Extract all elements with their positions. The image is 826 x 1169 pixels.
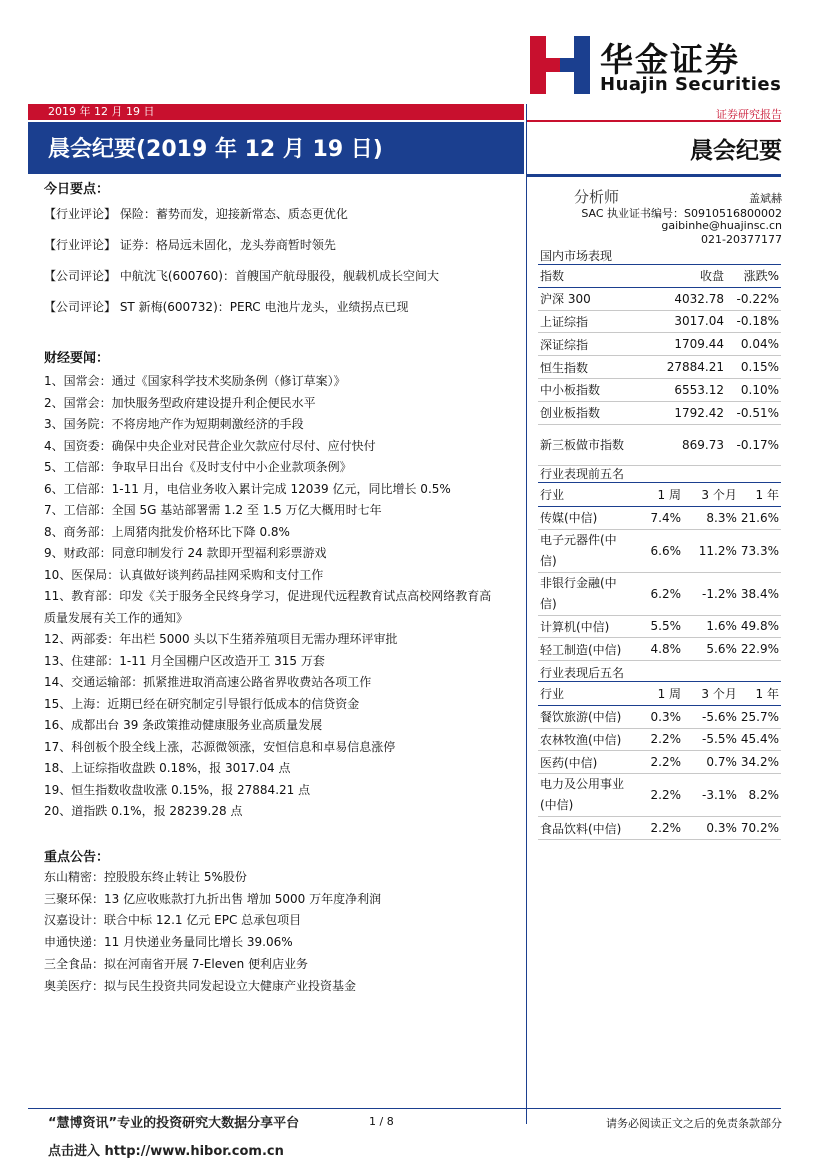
- table-row: [538, 310, 781, 333]
- footer-platform-text: “慧博资讯”专业的投资研究大数据分享平台: [48, 1116, 300, 1131]
- industry-name: 轻工制造(中信): [538, 638, 629, 661]
- table-row: [538, 774, 781, 817]
- change-1y: 38.4%: [739, 572, 781, 615]
- change-1y: 49.8%: [739, 615, 781, 638]
- table-header-row: [538, 265, 781, 287]
- caption-rule: [538, 482, 781, 483]
- analyst-cert: SAC 执业证书编号：S0910516800002: [581, 207, 782, 220]
- table-row: [538, 817, 781, 840]
- change-1y: 22.9%: [739, 638, 781, 661]
- col-header: 3 个月: [683, 683, 739, 705]
- analyst-email[interactable]: gaibinhe@huajinsc.cn: [661, 219, 782, 232]
- table-row: [538, 287, 781, 310]
- change-1w: 2.2%: [629, 774, 683, 817]
- announcement-item: 三聚环保：13 亿应收账款打九折出售 增加 5000 万年度净利润: [44, 892, 382, 906]
- top5-table: [538, 484, 781, 661]
- page-number: 1 / 8: [369, 1115, 394, 1128]
- change-1w: 2.2%: [629, 817, 683, 840]
- change-1y: 21.6%: [739, 506, 781, 529]
- news-item-continued: 质量发展有关工作的通知》: [44, 611, 189, 625]
- top5-caption: 行业表现前五名: [540, 467, 625, 481]
- index-change: 0.15%: [726, 356, 781, 379]
- page-title: 晨会纪要(2019 年 12 月 19 日): [48, 137, 383, 162]
- industry-name: 餐饮旅游(中信): [538, 705, 629, 728]
- index-change: 0.04%: [726, 333, 781, 356]
- industry-name: 食品饮料(中信): [538, 817, 629, 840]
- highlight-item: 【公司评论】 ST 新梅(600732)：PERC 电池片龙头，业绩拐点已现: [44, 300, 409, 314]
- col-header: 1 年: [739, 484, 781, 506]
- col-header: 收盘: [652, 265, 726, 287]
- change-1y: 45.4%: [739, 728, 781, 751]
- table-row: [538, 751, 781, 774]
- index-change: -0.22%: [726, 287, 781, 310]
- announcement-item: 汉嘉设计：联合中标 12.1 亿元 EPC 总承包项目: [44, 913, 302, 927]
- analyst-name: 盖斌赫: [749, 192, 782, 205]
- table-row: [538, 728, 781, 751]
- bottom5-caption: 行业表现后五名: [540, 666, 625, 680]
- col-header: 涨跌%: [726, 265, 781, 287]
- table-row: [538, 401, 781, 424]
- index-name: 新三板做市指数: [538, 424, 652, 465]
- news-item: 8、商务部：上周猪肉批发价格环比下降 0.8%: [44, 525, 290, 539]
- index-change: -0.51%: [726, 401, 781, 424]
- announcement-item: 奥美医疗：拟与民生投资共同发起设立大健康产业投资基金: [44, 979, 357, 993]
- industry-name: 计算机(中信): [538, 615, 629, 638]
- change-3m: 8.3%: [683, 506, 739, 529]
- table-row: [538, 572, 781, 615]
- news-item: 6、工信部：1-11 月，电信业务收入累计完成 12039 亿元，同比增长 0.5%: [44, 482, 451, 496]
- change-1w: 4.8%: [629, 638, 683, 661]
- change-3m: 0.7%: [683, 751, 739, 774]
- change-1w: 0.3%: [629, 705, 683, 728]
- table-row: [538, 333, 781, 356]
- news-item: 19、恒生指数收盘收涨 0.15%，报 27884.21 点: [44, 783, 311, 797]
- change-1y: 70.2%: [739, 817, 781, 840]
- news-item: 9、财政部：同意印制发行 24 款即开型福利彩票游戏: [44, 546, 327, 560]
- index-name: 创业板指数: [538, 401, 652, 424]
- index-close: 3017.04: [652, 310, 726, 333]
- table-row: [538, 356, 781, 379]
- col-header: 1 周: [629, 484, 683, 506]
- report-date: 2019 年 12 月 19 日: [48, 105, 155, 118]
- table-row: [538, 378, 781, 401]
- table-row: [538, 615, 781, 638]
- highlight-item: 【公司评论】 中航沈飞(600760)：首艘国产航母服役，舰载机成长空间大: [44, 269, 439, 283]
- bottom5-table: [538, 683, 781, 840]
- col-header: 1 年: [739, 683, 781, 705]
- highlight-item: 【行业评论】 保险：蓄势而发，迎接新常态、质态更优化: [44, 207, 348, 221]
- index-close: 4032.78: [652, 287, 726, 310]
- caption-rule: [538, 681, 781, 682]
- news-item: 15、上海：近期已经在研究制定引导银行低成本的信贷资金: [44, 697, 360, 711]
- index-change: -0.18%: [726, 310, 781, 333]
- table-row: [538, 705, 781, 728]
- news-item: 2、国常会：加快服务型政府建设提升利企便民水平: [44, 396, 316, 410]
- industry-name: 电力及公用事业(中信): [538, 774, 629, 817]
- news-item: 17、科创板个股全线上涨，芯源微领涨，安恒信息和卓易信息涨停: [44, 740, 396, 754]
- news-item: 13、住建部：1-11 月全国棚户区改造开工 315 万套: [44, 654, 325, 668]
- index-close: 1709.44: [652, 333, 726, 356]
- announcements-heading: 重点公告：: [44, 850, 110, 865]
- index-name: 中小板指数: [538, 378, 652, 401]
- change-3m: -5.6%: [683, 705, 739, 728]
- col-header: 行业: [538, 484, 629, 506]
- announcement-item: 东山精密：控股股东终止转让 5%股份: [44, 870, 247, 884]
- huajin-logo-icon: [530, 36, 590, 94]
- change-3m: -1.2%: [683, 572, 739, 615]
- news-heading: 财经要闻：: [44, 351, 110, 366]
- index-close: 869.73: [652, 424, 726, 465]
- footer-rule: [28, 1108, 781, 1109]
- change-1w: 5.5%: [629, 615, 683, 638]
- market-caption: 国内市场表现: [540, 249, 613, 263]
- analyst-phone: 021-20377177: [701, 233, 782, 246]
- news-item: 3、国务院：不将房地产作为短期刺激经济的手段: [44, 417, 304, 431]
- brand-name-cn: 华金证券: [600, 40, 740, 79]
- change-1y: 25.7%: [739, 705, 781, 728]
- change-3m: 5.6%: [683, 638, 739, 661]
- change-3m: -3.1%: [683, 774, 739, 817]
- announcement-item: 申通快递：11 月快递业务量同比增长 39.06%: [44, 935, 293, 949]
- change-1w: 6.6%: [629, 529, 683, 572]
- highlight-item: 【行业评论】 证券：格局远未固化，龙头券商暂时领先: [44, 238, 336, 252]
- change-3m: 0.3%: [683, 817, 739, 840]
- highlights-heading: 今日要点：: [44, 182, 110, 197]
- index-close: 27884.21: [652, 356, 726, 379]
- index-name: 沪深 300: [538, 287, 652, 310]
- change-1w: 7.4%: [629, 506, 683, 529]
- announcement-item: 三全食品：拟在河南省开展 7-Eleven 便利店业务: [44, 957, 308, 971]
- industry-name: 农林牧渔(中信): [538, 728, 629, 751]
- analyst-label: 分析师: [574, 188, 620, 206]
- table-row: [538, 638, 781, 661]
- index-change: 0.10%: [726, 378, 781, 401]
- news-item: 1、国常会：通过《国家科学技术奖励条例（修订草案）》: [44, 374, 346, 388]
- table-row: [538, 506, 781, 529]
- change-1y: 73.3%: [739, 529, 781, 572]
- table-row: [538, 424, 781, 465]
- news-item: 16、成都出台 39 条政策推动健康服务业高质量发展: [44, 718, 323, 732]
- footer-link[interactable]: 点击进入 http://www.hibor.com.cn: [48, 1144, 284, 1159]
- news-item: 20、道指跌 0.1%，报 28239.28 点: [44, 804, 243, 818]
- industry-name: 传媒(中信): [538, 506, 629, 529]
- change-1y: 34.2%: [739, 751, 781, 774]
- col-header: 3 个月: [683, 484, 739, 506]
- index-close: 1792.42: [652, 401, 726, 424]
- change-3m: 1.6%: [683, 615, 739, 638]
- table-header-row: [538, 683, 781, 705]
- right-title: 晨会纪要: [690, 138, 782, 164]
- news-item: 7、工信部：全国 5G 基站部署需 1.2 至 1.5 万亿大概用时七年: [44, 503, 382, 517]
- industry-name: 电子元器件(中信): [538, 529, 629, 572]
- news-item: 10、医保局：认真做好谈判药品挂网采购和支付工作: [44, 568, 324, 582]
- market-table: [538, 265, 781, 466]
- column-divider: [526, 104, 527, 1124]
- brand-name-en: Huajin Securities: [600, 74, 782, 95]
- disclaimer-note: 请务必阅读正文之后的免责条款部分: [606, 1117, 782, 1130]
- change-1w: 2.2%: [629, 728, 683, 751]
- news-item: 12、两部委：年出栏 5000 头以下生猪养殖项目无需办理环评审批: [44, 632, 398, 646]
- index-name: 上证综指: [538, 310, 652, 333]
- table-header-row: [538, 484, 781, 506]
- right-title-rule: [527, 174, 781, 177]
- news-item: 14、交通运输部：抓紧推进取消高速公路省界收费站各项工作: [44, 675, 372, 689]
- industry-name: 医药(中信): [538, 751, 629, 774]
- col-header: 指数: [538, 265, 652, 287]
- change-3m: 11.2%: [683, 529, 739, 572]
- news-item: 4、国资委：确保中央企业对民营企业欠款应付尽付、应付快付: [44, 439, 376, 453]
- news-item: 18、上证综指收盘跌 0.18%，报 3017.04 点: [44, 761, 291, 775]
- change-3m: -5.5%: [683, 728, 739, 751]
- change-1w: 2.2%: [629, 751, 683, 774]
- change-1y: 8.2%: [739, 774, 781, 817]
- industry-name: 非银行金融(中信): [538, 572, 629, 615]
- index-close: 6553.12: [652, 378, 726, 401]
- index-name: 恒生指数: [538, 356, 652, 379]
- change-1w: 6.2%: [629, 572, 683, 615]
- news-item: 11、教育部：印发《关于服务全民终身学习，促进现代远程教育试点高校网络教育高: [44, 589, 492, 603]
- news-item: 5、工信部：争取早日出台《及时支付中小企业款项条例》: [44, 460, 352, 474]
- report-type: 证券研究报告: [716, 108, 782, 121]
- col-header: 行业: [538, 683, 629, 705]
- index-change: -0.17%: [726, 424, 781, 465]
- table-row: [538, 529, 781, 572]
- col-header: 1 周: [629, 683, 683, 705]
- index-name: 深证综指: [538, 333, 652, 356]
